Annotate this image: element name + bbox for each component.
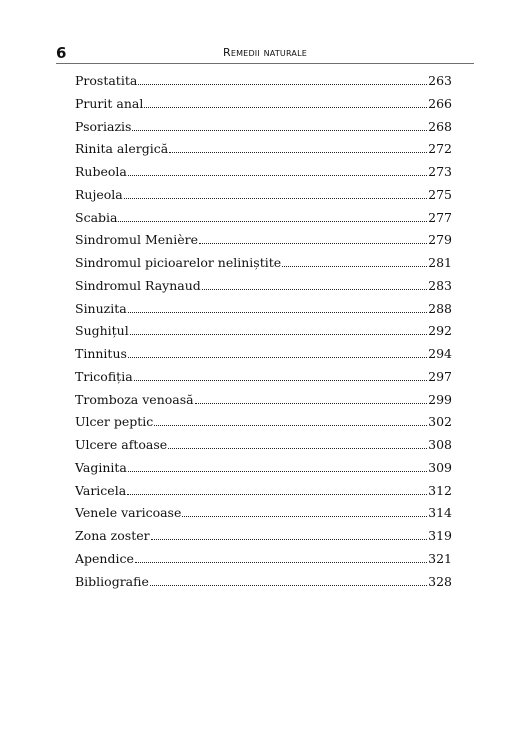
- dot-leader: [151, 539, 428, 540]
- toc-entry[interactable]: [75, 252, 452, 275]
- dot-leader: [202, 289, 427, 290]
- dot-leader: [168, 448, 427, 449]
- dot-leader: [127, 494, 427, 495]
- dot-leader: [135, 562, 427, 563]
- toc-entry[interactable]: [75, 229, 452, 252]
- toc-entry-title: Rujeola: [75, 186, 123, 202]
- toc-entry-title: Zona zoster: [75, 528, 150, 543]
- toc-entry[interactable]: [75, 93, 452, 116]
- dot-leader: [128, 312, 427, 313]
- dot-leader: [134, 380, 427, 381]
- toc-entry-page: 273: [428, 164, 452, 179]
- dot-leader: [169, 152, 427, 153]
- toc-entry-title: Ulcer peptic: [75, 414, 154, 430]
- dot-leader: [132, 130, 427, 131]
- toc-entry-page: 288: [428, 300, 452, 316]
- toc-entry-title: Vaginita: [75, 459, 127, 475]
- toc-entry-page: 294: [428, 346, 452, 361]
- toc-entry-page: 292: [428, 323, 452, 339]
- toc-entry-page: 263: [428, 73, 452, 88]
- toc-entry[interactable]: [75, 138, 452, 161]
- toc-entry-title: Tinnitus: [75, 346, 127, 361]
- toc-entry-title: Tricofiția: [75, 368, 133, 384]
- dot-leader: [282, 266, 427, 267]
- running-title: Remedii naturale: [222, 46, 308, 59]
- toc-entry-page: 319: [428, 528, 452, 543]
- toc-entry-title: Sindromul picioarelor neliniștite: [75, 255, 282, 270]
- toc-entry-page: 266: [428, 95, 452, 111]
- toc-entry-page: 308: [428, 437, 452, 452]
- toc-entry[interactable]: [75, 389, 452, 412]
- toc-entry-title: Varicela: [75, 482, 127, 498]
- toc-entry-title: Rubeola: [75, 164, 127, 179]
- toc-entry-title: Ulcere aftoase: [75, 437, 168, 452]
- toc-entry[interactable]: [75, 320, 452, 343]
- toc-entry-title: Sinuzita: [75, 300, 127, 316]
- toc-entry-page: 272: [428, 141, 452, 157]
- dot-leader: [130, 334, 427, 335]
- table-of-contents: [75, 70, 452, 593]
- toc-entry[interactable]: [75, 70, 452, 93]
- toc-entry-page: 275: [428, 186, 452, 202]
- toc-entry[interactable]: [75, 502, 452, 525]
- toc-entry-page: 283: [428, 277, 452, 293]
- toc-entry[interactable]: [75, 343, 452, 366]
- toc-entry-page: 281: [428, 255, 452, 270]
- toc-entry-title: Sindromul Menière: [75, 232, 199, 248]
- toc-entry[interactable]: [75, 480, 452, 503]
- toc-entry-title: Psoriazis: [75, 118, 132, 134]
- dot-leader: [144, 107, 427, 108]
- toc-entry-page: 302: [428, 414, 452, 430]
- toc-entry[interactable]: [75, 548, 452, 571]
- toc-entry-title: Prurit anal: [75, 95, 144, 111]
- dot-leader: [128, 471, 427, 472]
- page-number: 6: [56, 44, 67, 62]
- toc-entry-title: Scabia: [75, 209, 118, 225]
- toc-entry-title: Bibliografie: [75, 573, 149, 589]
- toc-entry-page: 328: [428, 573, 452, 589]
- dot-leader: [138, 84, 427, 85]
- toc-entry[interactable]: [75, 161, 452, 184]
- toc-entry[interactable]: [75, 116, 452, 139]
- toc-entry-page: 299: [428, 391, 452, 407]
- dot-leader: [128, 175, 427, 176]
- toc-entry[interactable]: [75, 184, 452, 207]
- toc-entry[interactable]: [75, 525, 452, 548]
- toc-entry-page: 277: [428, 209, 452, 225]
- dot-leader: [118, 221, 427, 222]
- header-divider: [56, 63, 474, 64]
- dot-leader: [182, 516, 427, 517]
- toc-entry-title: Tromboza venoasă: [75, 391, 194, 407]
- toc-entry[interactable]: [75, 411, 452, 434]
- toc-entry[interactable]: [75, 366, 452, 389]
- toc-entry-page: 268: [428, 118, 452, 134]
- dot-leader: [124, 198, 427, 199]
- toc-entry-page: 314: [428, 505, 452, 521]
- dot-leader: [154, 425, 427, 426]
- toc-entry-title: Rinita alergică: [75, 141, 169, 157]
- toc-entry-page: 297: [428, 368, 452, 384]
- toc-entry-title: Apendice: [75, 550, 134, 566]
- toc-entry[interactable]: [75, 298, 452, 321]
- toc-entry[interactable]: [75, 457, 452, 480]
- toc-entry[interactable]: [75, 571, 452, 594]
- toc-entry-page: 279: [428, 232, 452, 248]
- toc-entry-title: Prostatita: [75, 73, 138, 88]
- toc-entry-page: 321: [428, 550, 452, 566]
- toc-entry[interactable]: [75, 275, 452, 298]
- toc-entry-title: Venele varicoase: [75, 505, 182, 521]
- toc-entry[interactable]: [75, 434, 452, 457]
- toc-entry[interactable]: [75, 207, 452, 230]
- dot-leader: [150, 585, 427, 586]
- page-header: [56, 44, 474, 64]
- toc-entry-title: Sindromul Raynaud: [75, 277, 201, 293]
- dot-leader: [199, 243, 427, 244]
- toc-entry-page: 309: [428, 459, 452, 475]
- toc-entry-title: Sughițul: [75, 323, 129, 339]
- dot-leader: [128, 357, 427, 358]
- dot-leader: [195, 403, 428, 404]
- toc-entry-page: 312: [428, 482, 452, 498]
